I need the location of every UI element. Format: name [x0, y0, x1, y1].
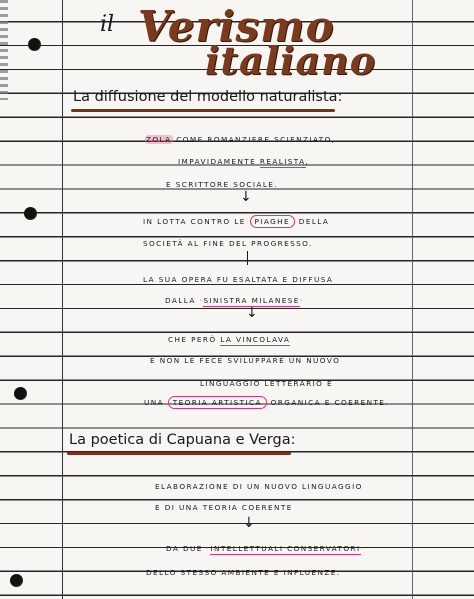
note-line: UNA TEORIA ARTISTICA ORGANICA E COERENTE.	[144, 398, 390, 407]
note-line: LA SUA OPERA FU ESALTATA E DIFFUSA	[143, 275, 334, 284]
note-line: DALLA ·SINISTRA MILANESE·	[165, 296, 304, 305]
right-margin-line	[412, 0, 413, 599]
note-line: CHE PERÒ LA VINCOLAVA	[168, 335, 291, 344]
highlight: SINISTRA MILANESE	[203, 296, 300, 305]
binder-hole-2	[24, 207, 37, 220]
highlight: ZOLA	[146, 135, 172, 144]
note-line: IN LOTTA CONTRO LE PIAGHE DELLA	[143, 217, 330, 226]
note-line: SOCIETÀ AL FINE DEL PROGRESSO.	[143, 239, 313, 248]
note-line: LINGUAGGIO LETTERARIO E	[200, 379, 333, 388]
down-arrow: ↓	[240, 189, 252, 205]
note-line: ZOLA COME ROMANZIERE SCIENZIATO,	[146, 135, 336, 144]
note-line: DELLO STESSO AMBIENTE E INFLUENZE.	[146, 568, 341, 577]
title-line-2: italiano	[205, 38, 377, 83]
section-1-underline	[71, 109, 335, 112]
title-prefix: il	[100, 12, 115, 37]
section-2-underline	[67, 452, 291, 455]
binder-hole-4	[10, 574, 23, 587]
highlight: LA VINCOLAVA	[220, 335, 291, 344]
binder-hole-3	[14, 387, 27, 400]
left-margin-line	[62, 0, 63, 599]
highlight: REALISTA	[259, 157, 306, 166]
note-line: IMPAVIDAMENTE REALISTA,	[178, 157, 310, 166]
section-2-heading: La poetica di Capuana e Verga:	[69, 432, 296, 448]
section-1-heading: La diffusione del modello naturalista:	[73, 89, 343, 105]
note-line: E NON LE FECE SVILUPPARE UN NUOVO	[150, 356, 341, 365]
title-line-1: Verismo	[138, 2, 335, 51]
binder-hole-1	[28, 38, 41, 51]
note-line: DA DUE ·INTELLETTUALI CONSERVATORI·	[166, 544, 365, 553]
down-arrow: ↓	[243, 515, 255, 531]
note-line: ELABORAZIONE DI UN NUOVO LINGUAGGIO	[155, 482, 363, 491]
note-line: E SCRITTORE SOCIALE.	[166, 180, 279, 189]
note-line: E DI UNA TEORIA COERENTE	[155, 503, 293, 512]
highlight: TEORIA ARTISTICA	[168, 396, 267, 409]
connector-line	[247, 251, 248, 265]
highlight: INTELLETTUALI CONSERVATORI	[210, 544, 361, 553]
page-perforation	[0, 0, 8, 100]
down-arrow: ↓	[246, 305, 258, 321]
highlight: PIAGHE	[250, 215, 296, 228]
